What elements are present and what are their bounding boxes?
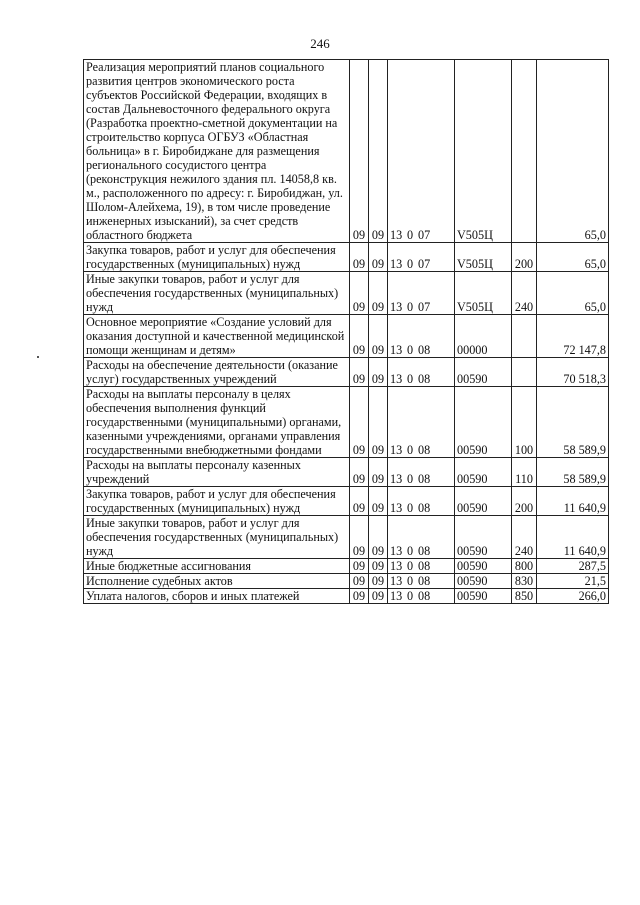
expense-type-cell: 110 [512,458,537,487]
amount-cell: 65,0 [537,272,609,315]
program-code-part: 0 [407,559,414,573]
expense-name-cell: Исполнение судебных актов [84,574,350,589]
table-row [84,574,609,589]
section-code-cell: 09 [369,60,388,243]
ministry-code-cell: 09 [350,559,369,574]
program-code-part: 13 [390,300,403,314]
program-code-part: 13 [390,559,403,573]
expense-name-cell: Закупка товаров, работ и услуг для обеспечения государственных (муниципальных) нужд [84,243,350,272]
ministry-code-cell: 09 [350,358,369,387]
program-code-part: 08 [418,574,431,588]
section-code-cell: 09 [369,559,388,574]
program-code-part: 08 [418,559,431,573]
table-row [84,589,609,604]
section-code-cell: 09 [369,315,388,358]
table-row [84,272,609,315]
scan-speck [37,356,39,358]
ministry-code-cell: 09 [350,516,369,559]
budget-table [83,59,609,604]
program-code-cell [388,516,455,559]
expense-name-cell: Расходы на обеспечение деятельности (оказание услуг) государственных учреждений [84,358,350,387]
program-code-cell [388,589,455,604]
program-code-cell [388,315,455,358]
program-code-part: 08 [418,501,431,515]
program-code-part: 08 [418,544,431,558]
amount-cell: 21,5 [537,574,609,589]
program-code-part: 0 [407,343,414,357]
program-code-cell [388,358,455,387]
amount-cell: 72 147,8 [537,315,609,358]
table-row [84,60,609,243]
direction-code-cell: 00590 [455,487,512,516]
program-code-part: 0 [407,544,414,558]
ministry-code-cell: 09 [350,60,369,243]
expense-name-cell: Иные бюджетные ассигнования [84,559,350,574]
direction-code-cell: V505Ц [455,60,512,243]
direction-code-cell: 00590 [455,387,512,458]
table-row [84,243,609,272]
expense-name-cell: Реализация мероприятий планов социального развития центров экономического роста субъектов Российской Федерации, входящих в состав Дальневосточного федерального округа (Разработка проектно-сметной документации на строительство корпуса ОГБУЗ «Областная больница» в г. Биробиджане для размещения регионального сосудистого центра (реконструкция нежилого здания пл. 14058,8 кв. м., расположенного по адресу: г. Биробиджан, ул. Шолом-Алейхема, 19), в том числе проведение инженерных изысканий), за счет средств областного бюджета [84,60,350,243]
expense-name-cell: Расходы на выплаты персоналу в целях обеспечения выполнения функций государственными (муниципальными) органами, казенными учреждениями, органами управления государственными внебюджетными фондами [84,387,350,458]
section-code-cell: 09 [369,487,388,516]
amount-cell: 70 518,3 [537,358,609,387]
page-number: 246 [310,36,330,51]
table-row [84,358,609,387]
direction-code-cell: 00590 [455,574,512,589]
expense-name-cell: Уплата налогов, сборов и иных платежей [84,589,350,604]
section-code-cell: 09 [369,589,388,604]
expense-name-cell: Закупка товаров, работ и услуг для обеспечения государственных (муниципальных) нужд [84,487,350,516]
expense-name-cell: Расходы на выплаты персоналу казенных учреждений [84,458,350,487]
program-code-part: 13 [390,343,403,357]
program-code-cell [388,272,455,315]
program-code-cell [388,243,455,272]
expense-type-cell [512,60,537,243]
table-row [84,487,609,516]
section-code-cell: 09 [369,243,388,272]
expense-type-cell: 830 [512,574,537,589]
direction-code-cell: 00590 [455,358,512,387]
table-row [84,315,609,358]
program-code-cell [388,559,455,574]
expense-type-cell [512,358,537,387]
expense-type-cell: 850 [512,589,537,604]
section-code-cell: 09 [369,458,388,487]
section-code-cell: 09 [369,516,388,559]
expense-type-cell: 240 [512,516,537,559]
ministry-code-cell: 09 [350,315,369,358]
program-code-part: 08 [418,472,431,486]
program-code-cell [388,387,455,458]
table-row [84,458,609,487]
program-code-cell [388,574,455,589]
table-row [84,516,609,559]
amount-cell: 65,0 [537,60,609,243]
program-code-part: 07 [418,257,431,271]
table-row [84,387,609,458]
ministry-code-cell: 09 [350,487,369,516]
direction-code-cell: 00000 [455,315,512,358]
expense-name-cell: Основное мероприятие «Создание условий для оказания доступной и качественной медицинской помощи женщинам и детям» [84,315,350,358]
direction-code-cell: 00590 [455,516,512,559]
program-code-part: 0 [407,443,414,457]
expense-type-cell [512,315,537,358]
ministry-code-cell: 09 [350,272,369,315]
direction-code-cell: 00590 [455,458,512,487]
ministry-code-cell: 09 [350,243,369,272]
amount-cell: 58 589,9 [537,387,609,458]
direction-code-cell: 00590 [455,559,512,574]
budget-table-body [84,60,609,604]
amount-cell: 287,5 [537,559,609,574]
program-code-part: 13 [390,589,403,603]
program-code-part: 0 [407,574,414,588]
expense-name-cell: Иные закупки товаров, работ и услуг для обеспечения государственных (муниципальных) нужд [84,516,350,559]
program-code-part: 13 [390,257,403,271]
expense-type-cell: 800 [512,559,537,574]
expense-type-cell: 200 [512,243,537,272]
program-code-part: 0 [407,228,414,242]
program-code-part: 08 [418,343,431,357]
program-code-cell [388,487,455,516]
ministry-code-cell: 09 [350,589,369,604]
amount-cell: 65,0 [537,243,609,272]
program-code-part: 08 [418,443,431,457]
program-code-cell [388,458,455,487]
direction-code-cell: 00590 [455,589,512,604]
program-code-part: 13 [390,574,403,588]
program-code-part: 0 [407,501,414,515]
program-code-part: 13 [390,501,403,515]
section-code-cell: 09 [369,272,388,315]
program-code-part: 08 [418,372,431,386]
program-code-cell [388,60,455,243]
ministry-code-cell: 09 [350,574,369,589]
program-code-part: 08 [418,589,431,603]
section-code-cell: 09 [369,574,388,589]
section-code-cell: 09 [369,358,388,387]
expense-type-cell: 200 [512,487,537,516]
direction-code-cell: V505Ц [455,272,512,315]
section-code-cell: 09 [369,387,388,458]
program-code-part: 07 [418,300,431,314]
program-code-part: 13 [390,472,403,486]
program-code-part: 0 [407,372,414,386]
program-code-part: 0 [407,257,414,271]
expense-type-cell: 240 [512,272,537,315]
amount-cell: 11 640,9 [537,487,609,516]
program-code-part: 07 [418,228,431,242]
direction-code-cell: V505Ц [455,243,512,272]
ministry-code-cell: 09 [350,387,369,458]
ministry-code-cell: 09 [350,458,369,487]
program-code-part: 13 [390,443,403,457]
amount-cell: 11 640,9 [537,516,609,559]
program-code-part: 13 [390,544,403,558]
amount-cell: 58 589,9 [537,458,609,487]
table-row [84,559,609,574]
program-code-part: 0 [407,589,414,603]
program-code-part: 13 [390,372,403,386]
amount-cell: 266,0 [537,589,609,604]
expense-name-cell: Иные закупки товаров, работ и услуг для обеспечения государственных (муниципальных) нужд [84,272,350,315]
program-code-part: 13 [390,228,403,242]
expense-type-cell: 100 [512,387,537,458]
program-code-part: 0 [407,472,414,486]
program-code-part: 0 [407,300,414,314]
